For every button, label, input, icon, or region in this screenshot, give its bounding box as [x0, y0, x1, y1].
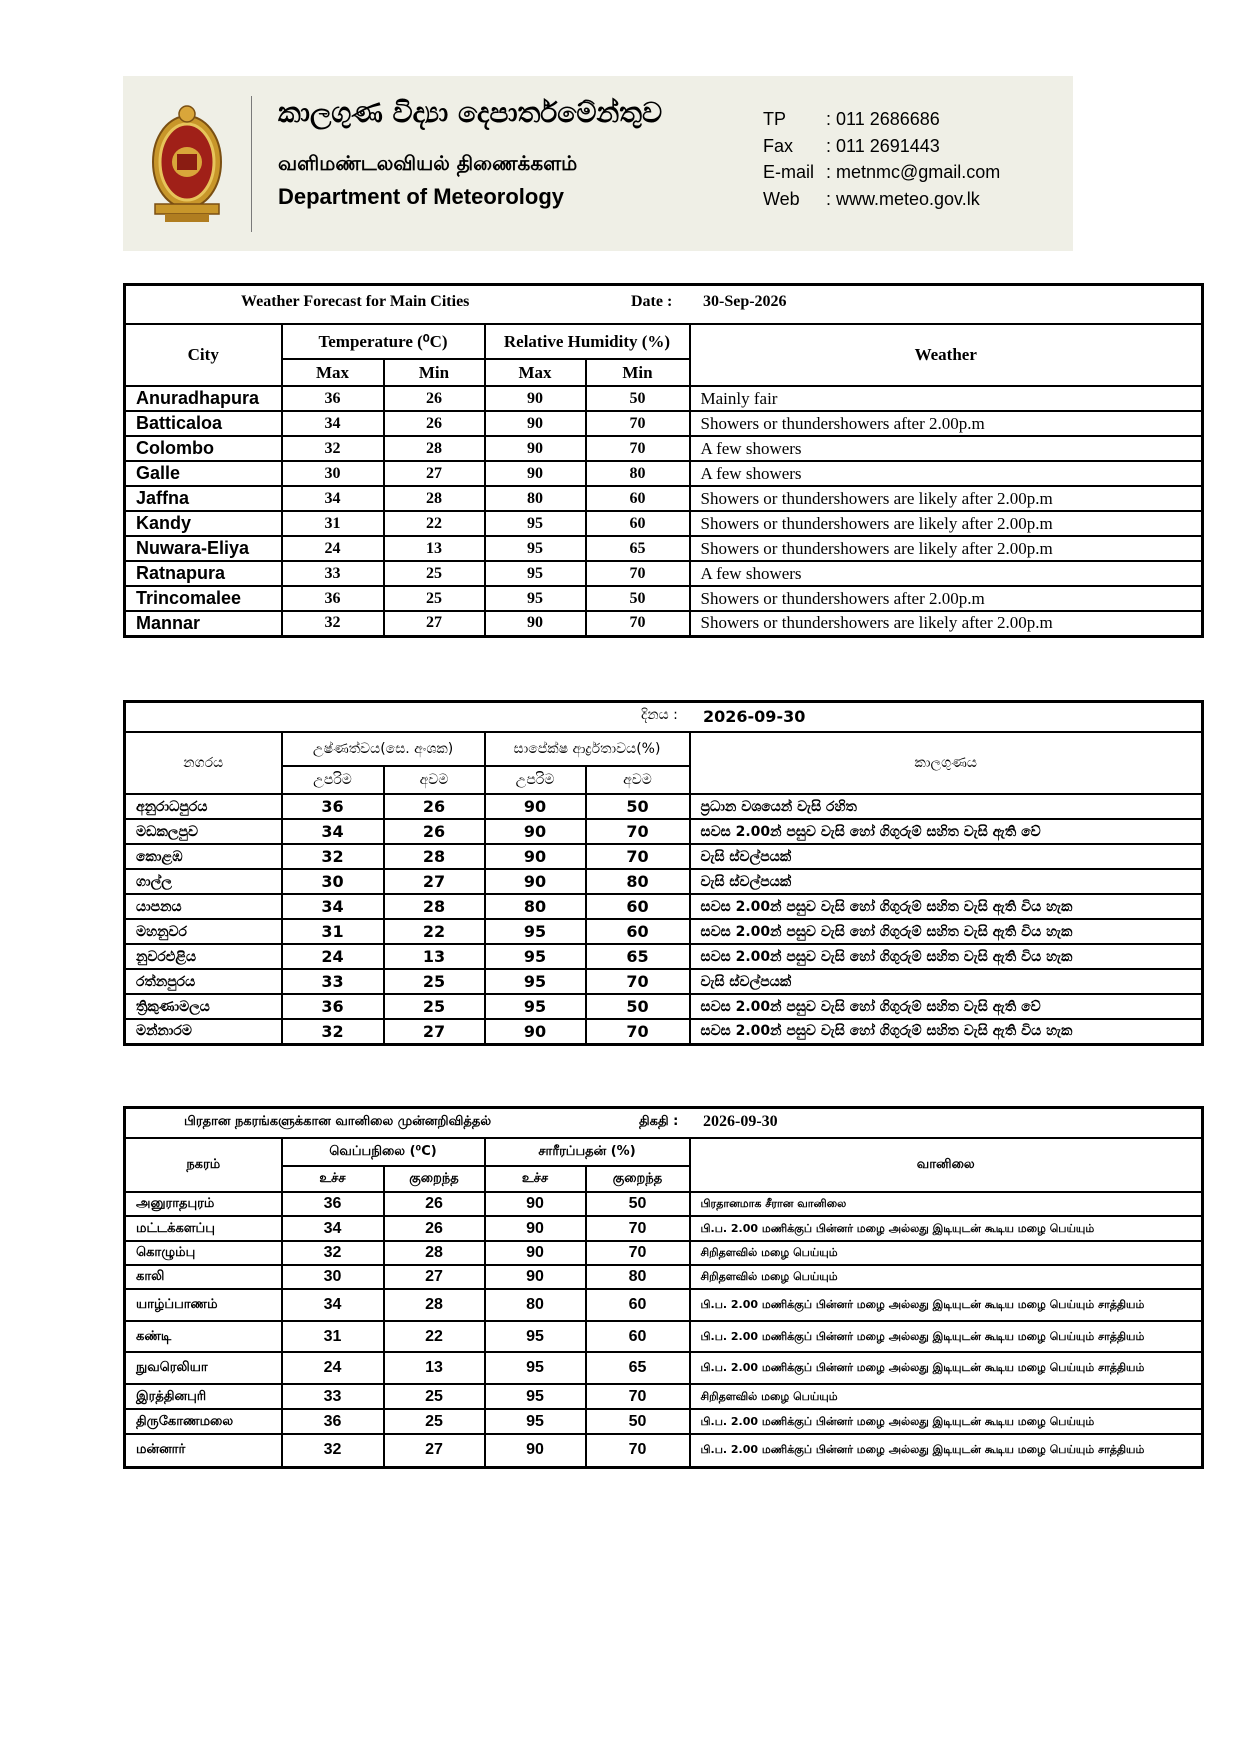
city-name: මන්නාරම — [125, 1019, 282, 1044]
table-row — [125, 819, 1203, 844]
divider — [251, 96, 252, 232]
table-row — [125, 844, 1203, 869]
rh-max-cell: 90 — [485, 1241, 586, 1265]
col-header-temperature: வெப்பநிலை (⁰C) — [282, 1138, 485, 1166]
table-row — [125, 611, 1203, 636]
col-header-rh-max: Max — [485, 359, 586, 386]
temp-min-cell: 28 — [384, 1241, 485, 1265]
temp-max-cell: 36 — [282, 1192, 384, 1216]
col-header-rh-min: Min — [586, 359, 690, 386]
temp-max-cell: 24 — [282, 536, 384, 561]
table-row — [125, 1434, 1203, 1467]
rh-min-cell: 70 — [586, 819, 690, 844]
weather-cell: වැසි ස්වල්පයක් — [690, 844, 1203, 869]
table-row — [125, 794, 1203, 819]
rh-min-cell: 60 — [586, 486, 690, 511]
col-header-city: නගරය — [125, 732, 282, 794]
rh-max-cell: 95 — [485, 1409, 586, 1434]
weather-cell: பி.ப. 2.00 மணிக்குப் பின்னர் மழை அல்லது இடியுடன் கூடிய மழை பெய்யும் — [690, 1409, 1203, 1434]
date-value: 30-Sep-2026 — [703, 293, 787, 310]
contact-web — [763, 186, 1000, 213]
rh-max-cell: 80 — [485, 1289, 586, 1321]
rh-max-cell: 90 — [485, 869, 586, 894]
col-header-humidity: සාපේක්ෂ ආර්ද්‍රතාවය(%) — [485, 732, 690, 766]
weather-cell: සවස 2.00න් පසුව වැසි හෝ ගිගුරුම් සහිත වැසි ඇති විය හැක — [690, 944, 1203, 969]
date-label: திகதி : — [639, 1114, 679, 1129]
table-row — [125, 969, 1203, 994]
rh-max-cell: 90 — [485, 1434, 586, 1467]
department-title-sinhala: කාලගුණ විද්‍යා දෙපාර්තමේන්තුව — [278, 96, 663, 129]
city-name: මඩකලපුව — [125, 819, 282, 844]
contact-label: TP — [763, 109, 787, 129]
temp-max-cell: 31 — [282, 511, 384, 536]
contact-value[interactable]: : www.meteo.gov.lk — [826, 188, 980, 209]
col-header-weather: කාලගුණය — [690, 732, 1203, 794]
temp-max-cell: 32 — [282, 844, 384, 869]
col-header-city: நகரம் — [125, 1138, 282, 1192]
col-header-rh-min: குறைந்த — [586, 1166, 690, 1192]
temp-max-cell: 36 — [282, 1409, 384, 1434]
col-header-temp-min: අවම — [384, 766, 485, 794]
rh-max-cell: 90 — [485, 1192, 586, 1216]
weather-cell: Mainly fair — [690, 386, 1203, 411]
weather-cell: Showers or thundershowers are likely after 2.00p.m — [690, 511, 1203, 536]
temp-max-cell: 30 — [282, 1265, 384, 1289]
table-row — [125, 869, 1203, 894]
temp-max-cell: 36 — [282, 586, 384, 611]
temp-max-cell: 32 — [282, 1434, 384, 1467]
contact-value: : 011 2686686 — [826, 109, 940, 129]
temp-max-cell: 30 — [282, 869, 384, 894]
table-title-row — [125, 1108, 1203, 1139]
rh-min-cell: 70 — [586, 1434, 690, 1467]
table-row — [125, 1321, 1203, 1352]
weather-cell: Showers or thundershowers after 2.00p.m — [690, 586, 1203, 611]
col-header-weather: வானிலை — [690, 1138, 1203, 1192]
rh-max-cell: 95 — [485, 919, 586, 944]
weather-cell: பி.ப. 2.00 மணிக்குப் பின்னர் மழை அல்லது இடியுடன் கூடிய மழை பெய்யும் சாத்தியம் — [690, 1434, 1203, 1467]
city-name: Kandy — [125, 511, 282, 536]
temp-max-cell: 24 — [282, 1352, 384, 1384]
weather-cell: සවස 2.00න් පසුව වැසි හෝ ගිගුරුම් සහිත වැසි ඇති වේ — [690, 819, 1203, 844]
table-row — [125, 944, 1203, 969]
rh-max-cell: 95 — [485, 1321, 586, 1352]
temp-max-cell: 32 — [282, 611, 384, 636]
city-name: අනුරාධපුරය — [125, 794, 282, 819]
rh-max-cell: 95 — [485, 969, 586, 994]
date-value: 2026-09-30 — [703, 707, 806, 726]
temp-min-cell: 13 — [384, 536, 485, 561]
rh-min-cell: 70 — [586, 436, 690, 461]
temp-max-cell: 32 — [282, 1019, 384, 1044]
weather-cell: பி.ப. 2.00 மணிக்குப் பின்னர் மழை அல்லது இடியுடன் கூடிய மழை பெய்யும் சாத்தியம் — [690, 1321, 1203, 1352]
temp-max-cell: 33 — [282, 561, 384, 586]
temp-min-cell: 27 — [384, 1019, 485, 1044]
weather-cell: සවස 2.00න් පසුව වැසි හෝ ගිගුරුම් සහිත වැසි ඇති වේ — [690, 994, 1203, 1019]
temp-max-cell: 34 — [282, 894, 384, 919]
city-name: நுவரெலியா — [125, 1352, 282, 1384]
weather-cell: Showers or thundershowers are likely after 2.00p.m — [690, 486, 1203, 511]
weather-cell: Showers or thundershowers are likely after 2.00p.m — [690, 536, 1203, 561]
city-name: රත්නපුරය — [125, 969, 282, 994]
rh-max-cell: 90 — [485, 819, 586, 844]
table-row — [125, 1352, 1203, 1384]
rh-min-cell: 80 — [586, 869, 690, 894]
col-header-temp-min: Min — [384, 359, 485, 386]
table-title: பிரதான நகரங்களுக்கான வானிலை முன்னறிவித்தல் — [184, 1114, 492, 1129]
rh-min-cell: 70 — [586, 1019, 690, 1044]
temp-max-cell: 36 — [282, 386, 384, 411]
rh-min-cell: 50 — [586, 386, 690, 411]
temp-max-cell: 24 — [282, 944, 384, 969]
rh-min-cell: 80 — [586, 1265, 690, 1289]
table-row — [125, 436, 1203, 461]
col-header-temperature: Temperature (⁰C) — [282, 324, 485, 359]
temp-max-cell: 32 — [282, 436, 384, 461]
weather-cell: වැසි ස්වල්පයක් — [690, 869, 1203, 894]
temp-min-cell: 13 — [384, 944, 485, 969]
forecast-table-english — [123, 283, 1204, 638]
rh-min-cell: 60 — [586, 894, 690, 919]
contact-value[interactable]: : metnmc@gmail.com — [826, 162, 1001, 182]
forecast-table-sinhala — [123, 700, 1204, 1046]
weather-cell: பிரதானமாக சீரான வானிலை — [690, 1192, 1203, 1216]
rh-max-cell: 90 — [485, 386, 586, 411]
city-name: Trincomalee — [125, 586, 282, 611]
weather-cell: සවස 2.00න් පසුව වැසි හෝ ගිගුරුම් සහිත වැසි ඇති විය හැක — [690, 919, 1203, 944]
table-row — [125, 1216, 1203, 1241]
col-header-rh-max: உச்ச — [485, 1166, 586, 1192]
temp-min-cell: 25 — [384, 561, 485, 586]
rh-min-cell: 50 — [586, 994, 690, 1019]
temp-min-cell: 26 — [384, 819, 485, 844]
rh-max-cell: 90 — [485, 611, 586, 636]
rh-max-cell: 80 — [485, 894, 586, 919]
rh-max-cell: 90 — [485, 1265, 586, 1289]
city-name: Batticaloa — [125, 411, 282, 436]
temp-min-cell: 22 — [384, 1321, 485, 1352]
rh-min-cell: 65 — [586, 1352, 690, 1384]
temp-max-cell: 34 — [282, 819, 384, 844]
col-header-weather: Weather — [690, 324, 1203, 386]
contact-email — [763, 159, 1000, 186]
temp-max-cell: 36 — [282, 994, 384, 1019]
col-header-city: City — [125, 324, 282, 386]
weather-cell: සවස 2.00න් පසුව වැසි හෝ ගිගුරුම් සහිත වැසි ඇති විය හැක — [690, 894, 1203, 919]
contact-label: E-mail — [763, 162, 815, 182]
rh-min-cell: 65 — [586, 536, 690, 561]
temp-max-cell: 34 — [282, 1289, 384, 1321]
city-name: யாழ்ப்பாணம் — [125, 1289, 282, 1321]
temp-min-cell: 28 — [384, 486, 485, 511]
temp-max-cell: 31 — [282, 919, 384, 944]
letterhead — [123, 76, 1073, 251]
rh-min-cell: 70 — [586, 611, 690, 636]
weather-cell: A few showers — [690, 436, 1203, 461]
table-row — [125, 511, 1203, 536]
city-name: Colombo — [125, 436, 282, 461]
rh-min-cell: 60 — [586, 1289, 690, 1321]
temp-min-cell: 22 — [384, 511, 485, 536]
table-row — [125, 536, 1203, 561]
col-header-rh-max: උපරිම — [485, 766, 586, 794]
weather-cell: Showers or thundershowers after 2.00p.m — [690, 411, 1203, 436]
table-row — [125, 386, 1203, 411]
temp-min-cell: 28 — [384, 844, 485, 869]
temp-max-cell: 31 — [282, 1321, 384, 1352]
rh-max-cell: 95 — [485, 511, 586, 536]
forecast-table-tamil — [123, 1106, 1204, 1469]
col-header-humidity: Relative Humidity (%) — [485, 324, 690, 359]
temp-min-cell: 28 — [384, 894, 485, 919]
col-header-temp-max: Max — [282, 359, 384, 386]
temp-min-cell: 27 — [384, 1265, 485, 1289]
city-name: මහනුවර — [125, 919, 282, 944]
city-name: அனுராதபுரம் — [125, 1192, 282, 1216]
temp-min-cell: 26 — [384, 386, 485, 411]
city-name: Jaffna — [125, 486, 282, 511]
date-label: දිනය : — [641, 707, 678, 723]
temp-max-cell: 34 — [282, 1216, 384, 1241]
temp-min-cell: 25 — [384, 1384, 485, 1409]
rh-max-cell: 90 — [485, 436, 586, 461]
rh-min-cell: 65 — [586, 944, 690, 969]
rh-min-cell: 50 — [586, 1192, 690, 1216]
temp-max-cell: 32 — [282, 1241, 384, 1265]
table-row — [125, 411, 1203, 436]
rh-min-cell: 70 — [586, 844, 690, 869]
rh-max-cell: 95 — [485, 586, 586, 611]
rh-max-cell: 95 — [485, 536, 586, 561]
contact-label: Web — [763, 188, 800, 209]
temp-min-cell: 26 — [384, 1192, 485, 1216]
weather-cell: A few showers — [690, 461, 1203, 486]
temp-max-cell: 33 — [282, 1384, 384, 1409]
weather-cell: Showers or thundershowers are likely after 2.00p.m — [690, 611, 1203, 636]
temp-min-cell: 28 — [384, 1289, 485, 1321]
temp-min-cell: 25 — [384, 586, 485, 611]
weather-cell: සවස 2.00න් පසුව වැසි හෝ ගිගුරුම් සහිත වැසි ඇති විය හැක — [690, 1019, 1203, 1044]
city-name: යාපනය — [125, 894, 282, 919]
rh-min-cell: 70 — [586, 1241, 690, 1265]
city-name: කොළඹ — [125, 844, 282, 869]
col-header-humidity: சாரீரப்பதன் (%) — [485, 1138, 690, 1166]
temp-max-cell: 30 — [282, 461, 384, 486]
table-row — [125, 919, 1203, 944]
city-name: காலி — [125, 1265, 282, 1289]
rh-max-cell: 90 — [485, 1019, 586, 1044]
col-header-rh-min: අවම — [586, 766, 690, 794]
table-row — [125, 994, 1203, 1019]
temp-min-cell: 27 — [384, 869, 485, 894]
weather-cell: சிறிதளவில் மழை பெய்யும் — [690, 1265, 1203, 1289]
contact-value: : 011 2691443 — [826, 135, 940, 156]
col-header-temperature: උෂ්ණත්වය(සෙ. අංශක) — [282, 732, 485, 766]
temp-min-cell: 27 — [384, 1434, 485, 1467]
temp-max-cell: 33 — [282, 969, 384, 994]
rh-min-cell: 60 — [586, 919, 690, 944]
temp-max-cell: 34 — [282, 486, 384, 511]
weather-cell: ප්‍රධාන වශයෙන් වැසි රහිත — [690, 794, 1203, 819]
rh-max-cell: 90 — [485, 794, 586, 819]
col-header-temp-max: උපරිම — [282, 766, 384, 794]
table-row — [125, 1265, 1203, 1289]
date-label: Date : — [631, 293, 673, 310]
city-name: கண்டி — [125, 1321, 282, 1352]
temp-min-cell: 13 — [384, 1352, 485, 1384]
rh-min-cell: 50 — [586, 794, 690, 819]
contact-label: Fax — [763, 135, 794, 156]
temp-min-cell: 26 — [384, 794, 485, 819]
rh-min-cell: 70 — [586, 411, 690, 436]
rh-min-cell: 70 — [586, 1216, 690, 1241]
table-title-row — [125, 285, 1203, 325]
city-name: மன்னார் — [125, 1434, 282, 1467]
rh-min-cell: 50 — [586, 1409, 690, 1434]
weather-cell: பி.ப. 2.00 மணிக்குப் பின்னர் மழை அல்லது இடியுடன் கூடிய மழை பெய்யும் சாத்தியம் — [690, 1352, 1203, 1384]
table-row — [125, 894, 1203, 919]
department-title-english: Department of Meteorology — [278, 184, 565, 209]
rh-max-cell: 90 — [485, 411, 586, 436]
temp-min-cell: 28 — [384, 436, 485, 461]
rh-max-cell: 95 — [485, 561, 586, 586]
table-row — [125, 461, 1203, 486]
rh-max-cell: 95 — [485, 994, 586, 1019]
city-name: Ratnapura — [125, 561, 282, 586]
rh-max-cell: 90 — [485, 461, 586, 486]
city-name: திருகோணமலை — [125, 1409, 282, 1434]
weather-cell: වැසි ස්වල්පයක් — [690, 969, 1203, 994]
temp-max-cell: 36 — [282, 794, 384, 819]
temp-min-cell: 22 — [384, 919, 485, 944]
weather-cell: A few showers — [690, 561, 1203, 586]
temp-min-cell: 26 — [384, 1216, 485, 1241]
rh-min-cell: 70 — [586, 969, 690, 994]
rh-max-cell: 95 — [485, 1352, 586, 1384]
contact-phone — [763, 106, 1000, 133]
table-row — [125, 1409, 1203, 1434]
city-name: ත්‍රිකුණාමලය — [125, 994, 282, 1019]
city-name: නුවරඑළිය — [125, 944, 282, 969]
weather-cell: பி.ப. 2.00 மணிக்குப் பின்னர் மழை அல்லது இடியுடன் கூடிய மழை பெய்யும் சாத்தியம் — [690, 1289, 1203, 1321]
city-name: மட்டக்களப்பு — [125, 1216, 282, 1241]
table-title: Weather Forecast for Main Cities — [241, 293, 470, 310]
rh-max-cell: 95 — [485, 944, 586, 969]
weather-cell: பி.ப. 2.00 மணிக்குப் பின்னர் மழை அல்லது இடியுடன் கூடிய மழை பெய்யும் — [690, 1216, 1203, 1241]
contact-fax — [763, 133, 1000, 160]
rh-max-cell: 95 — [485, 1384, 586, 1409]
table-row — [125, 486, 1203, 511]
rh-max-cell: 90 — [485, 1216, 586, 1241]
table-row — [125, 1289, 1203, 1321]
rh-max-cell: 90 — [485, 844, 586, 869]
rh-min-cell: 80 — [586, 461, 690, 486]
sri-lanka-emblem-icon — [147, 100, 227, 226]
city-name: Mannar — [125, 611, 282, 636]
temp-min-cell: 25 — [384, 994, 485, 1019]
rh-min-cell: 60 — [586, 1321, 690, 1352]
weather-cell: சிறிதளவில் மழை பெய்யும் — [690, 1241, 1203, 1265]
temp-max-cell: 34 — [282, 411, 384, 436]
table-row — [125, 1019, 1203, 1044]
city-name: Nuwara-Eliya — [125, 536, 282, 561]
city-name: இரத்தினபுரி — [125, 1384, 282, 1409]
city-name: கொழும்பு — [125, 1241, 282, 1265]
table-row — [125, 561, 1203, 586]
city-name: ගාල්ල — [125, 869, 282, 894]
department-title-tamil: வளிமண்டலவியல் திணைக்களம் — [278, 151, 578, 175]
temp-min-cell: 25 — [384, 969, 485, 994]
rh-min-cell: 70 — [586, 561, 690, 586]
city-name: Galle — [125, 461, 282, 486]
contact-block — [763, 106, 1000, 212]
date-value: 2026-09-30 — [703, 1113, 778, 1130]
table-title-row — [125, 702, 1203, 733]
table-row — [125, 586, 1203, 611]
table-row — [125, 1192, 1203, 1216]
rh-min-cell: 60 — [586, 511, 690, 536]
city-name: Anuradhapura — [125, 386, 282, 411]
col-header-temp-min: குறைந்த — [384, 1166, 485, 1192]
rh-max-cell: 80 — [485, 486, 586, 511]
temp-min-cell: 27 — [384, 461, 485, 486]
col-header-temp-max: உச்ச — [282, 1166, 384, 1192]
temp-min-cell: 27 — [384, 611, 485, 636]
weather-cell: சிறிதளவில் மழை பெய்யும் — [690, 1384, 1203, 1409]
temp-min-cell: 25 — [384, 1409, 485, 1434]
rh-min-cell: 50 — [586, 586, 690, 611]
rh-min-cell: 70 — [586, 1384, 690, 1409]
temp-min-cell: 26 — [384, 411, 485, 436]
table-row — [125, 1241, 1203, 1265]
table-row — [125, 1384, 1203, 1409]
